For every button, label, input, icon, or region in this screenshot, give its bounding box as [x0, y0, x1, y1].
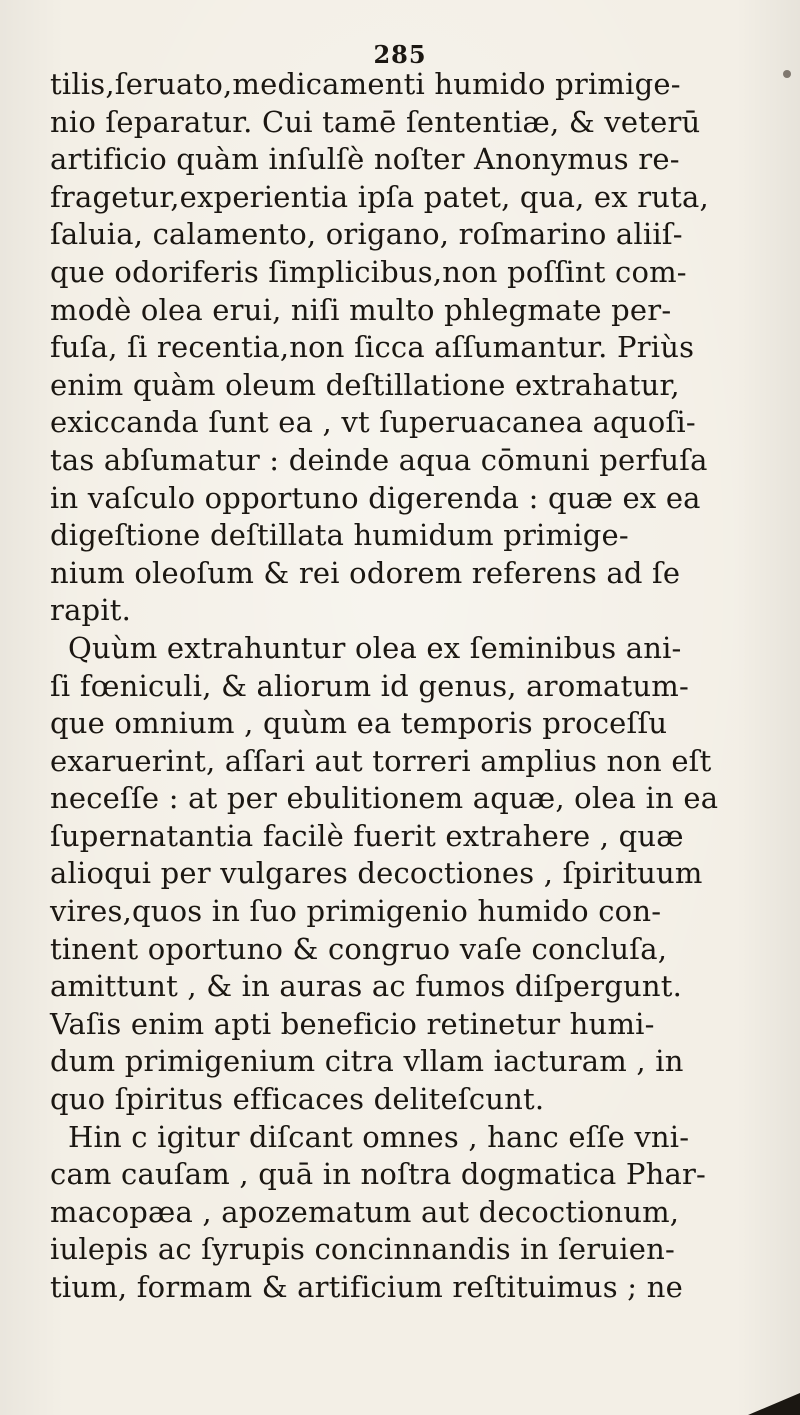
text-line: nio ſeparatur. Cui tamē ſententiæ, & veterū	[50, 104, 701, 139]
text-line: tium, formam & artificium reſtituimus ; ne	[50, 1270, 683, 1304]
paragraph-start-line: Hin c igitur diſcant omnes , hanc eſſe vni-	[68, 1119, 690, 1154]
text-line: rapit.	[50, 593, 132, 628]
text-line: ſupernatantia facilè fuerit extrahere , quæ	[50, 818, 684, 853]
text-line: macopæa , apozematum aut decoctionum,	[50, 1194, 680, 1229]
text-line: in vaſculo opportuno digerenda : quæ ex ea	[50, 480, 701, 515]
text-line: modè olea erui, niſi multo phlegmate per-	[50, 292, 672, 327]
text-line: neceſſe : at per ebulitionem aquæ, olea in ea	[50, 781, 719, 816]
text-line: amittunt , & in auras ac fumos diſpergunt.	[50, 969, 683, 1004]
text-line: artificio quàm inſulſè noſter Anonymus re-	[50, 142, 680, 177]
text-line: que odoriferis ſimplicibus,non poſſint com-	[50, 254, 687, 289]
text-line: digeſtione deſtillata humidum primige-	[50, 518, 629, 553]
text-line: alioqui per vulgares decoctiones , ſpirituum	[50, 856, 703, 891]
text-line: quo ſpiritus efficaces deliteſcunt.	[50, 1082, 545, 1117]
text-line: fragetur,experientia ipſa patet, qua, ex ruta,	[50, 179, 709, 214]
text-line: enim quàm oleum deſtillatione extrahatur,	[50, 367, 680, 402]
paragraph-start-line: Quùm extrahuntur olea ex ſeminibus ani-	[68, 630, 682, 665]
text-line: nium oleoſum & rei odorem referens ad ſe	[50, 555, 681, 590]
text-line: iulepis ac ſyrupis concinnandis in ſeruien-	[50, 1232, 675, 1267]
text-line: ſaluia, calamento, origano, roſmarino aliiſ-	[50, 217, 683, 252]
text-line: cam cauſam , quā in noſtra dogmatica Phar-	[50, 1157, 707, 1192]
text-line: tas abſumatur : deinde aqua cōmuni perfuſa	[50, 442, 708, 477]
text-line: exiccanda ſunt ea , vt ſuperuacanea aquoſi-	[50, 405, 696, 440]
ink-blot	[783, 70, 791, 78]
text-line: tinent oportuno & congruo vaſe concluſa,	[50, 931, 668, 966]
body-text	[50, 66, 780, 1307]
page-number: 285	[373, 40, 427, 69]
text-line: Vaſis enim apti beneficio retinetur humi-	[50, 1006, 655, 1041]
text-line: dum primigenium citra vllam iacturam , in	[50, 1044, 684, 1079]
text-line: tilis,ſeruato,medicamenti humido primige-	[50, 67, 681, 101]
text-line: exaruerint, aſſari aut torreri amplius non eſt	[50, 743, 712, 778]
text-line: vires,quos in ſuo primigenio humido con-	[50, 894, 662, 929]
text-line: fuſa, ſi recentia,non ſicca aſſumantur. Priùs	[50, 330, 695, 365]
text-line: ſi fœniculi, & aliorum id genus, aromatum-	[50, 668, 689, 703]
page-corner-mark	[740, 1391, 800, 1415]
text-line: que omnium , quùm ea temporis proceſſu	[50, 706, 668, 741]
